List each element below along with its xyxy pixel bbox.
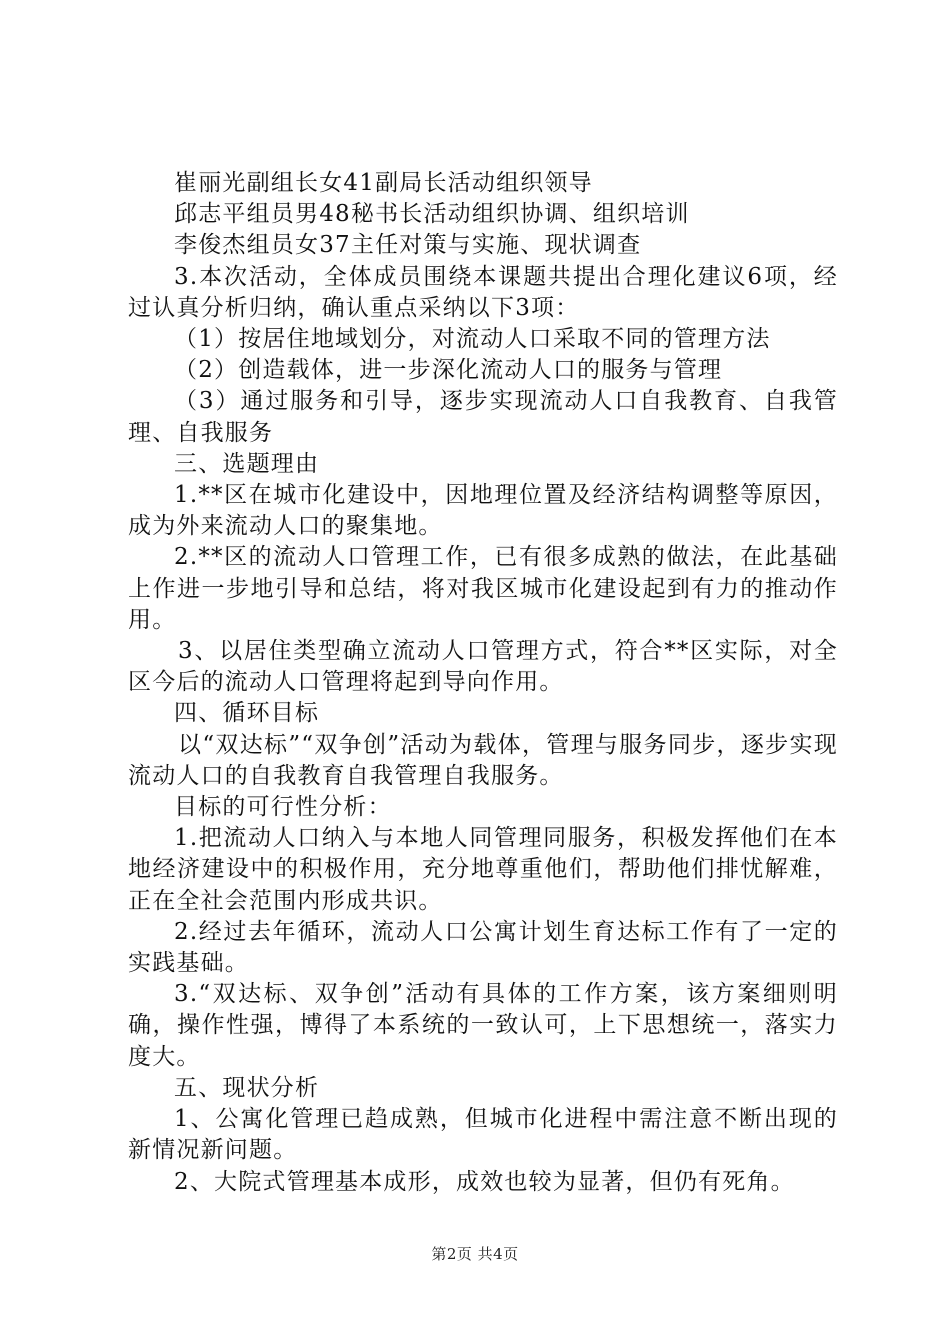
page-footer: 第2页 共4页 <box>431 1245 519 1263</box>
member-row-qiu: 邱志平组员男48秘书长活动组织协调、组织培训 <box>174 201 690 228</box>
paragraph-suggestions: 3.本次活动，全体成员围绕本课题共提出合理化建议6项，经过认真分析归纳，确认重点采纳以下3项： <box>128 263 838 321</box>
paragraph-status-1: 1、公寓化管理已趋成熟，但城市化进程中需注意不断出现的新情况新问题。 <box>128 1106 838 1164</box>
paragraph-reason-2: 2.**区的流动人口管理工作，已有很多成熟的做法，在此基础上作进一步地引导和总结，将对我区城市化建设起到有力的推动作用。 <box>128 544 838 633</box>
paragraph-reason-3: 3、以居住类型确立流动人口管理方式，符合**区实际，对全区今后的流动人口管理将起到导向作用。 <box>128 638 838 696</box>
section-heading-topic-reasons: 三、选题理由 <box>174 450 320 477</box>
subheading-feasibility: 目标的可行性分析： <box>174 794 392 821</box>
member-row-cui: 崔丽光副组长女41副局长活动组织领导 <box>174 170 593 196</box>
section-heading-status-analysis: 五、现状分析 <box>174 1074 320 1101</box>
section-heading-cycle-goals: 四、循环目标 <box>174 700 320 727</box>
list-item-suggestion-2: （2）创造载体，进一步深化流动人口的服务与管理 <box>174 357 723 384</box>
member-row-li: 李俊杰组员女37主任对策与实施、现状调查 <box>174 232 642 259</box>
document-body <box>128 168 838 1198</box>
paragraph-feasibility-2: 2.经过去年循环，流动人口公寓计划生育达标工作有了一定的实践基础。 <box>128 918 838 977</box>
list-item-suggestion-3: （3）通过服务和引导，逐步实现流动人口自我教育、自我管理、自我服务 <box>128 388 838 446</box>
paragraph-feasibility-1: 1.把流动人口纳入与本地人同管理同服务，积极发挥他们在本地经济建设中的积极作用，充分地尊重他们，帮助他们排忧解难，正在全社会范围内形成共识。 <box>128 825 838 914</box>
paragraph-reason-1: 1.**区在城市化建设中，因地理位置及经济结构调整等原因，成为外来流动人口的聚集地。 <box>128 482 838 540</box>
list-item-suggestion-1: （1）按居住地域划分，对流动人口采取不同的管理方法 <box>174 326 771 353</box>
paragraph-status-2: 2、大院式管理基本成形，成效也较为显著，但仍有死角。 <box>174 1168 795 1195</box>
paragraph-feasibility-3: 3.“双达标、双争创”活动有具体的工作方案，该方案细则明确，操作性强，博得了本系统的一致认可，上下思想统一，落实力度大。 <box>128 981 838 1070</box>
paragraph-goal: 以“双达标”“双争创”活动为载体，管理与服务同步，逐步实现流动人口的自我教育自我管理自我服务。 <box>128 731 838 789</box>
